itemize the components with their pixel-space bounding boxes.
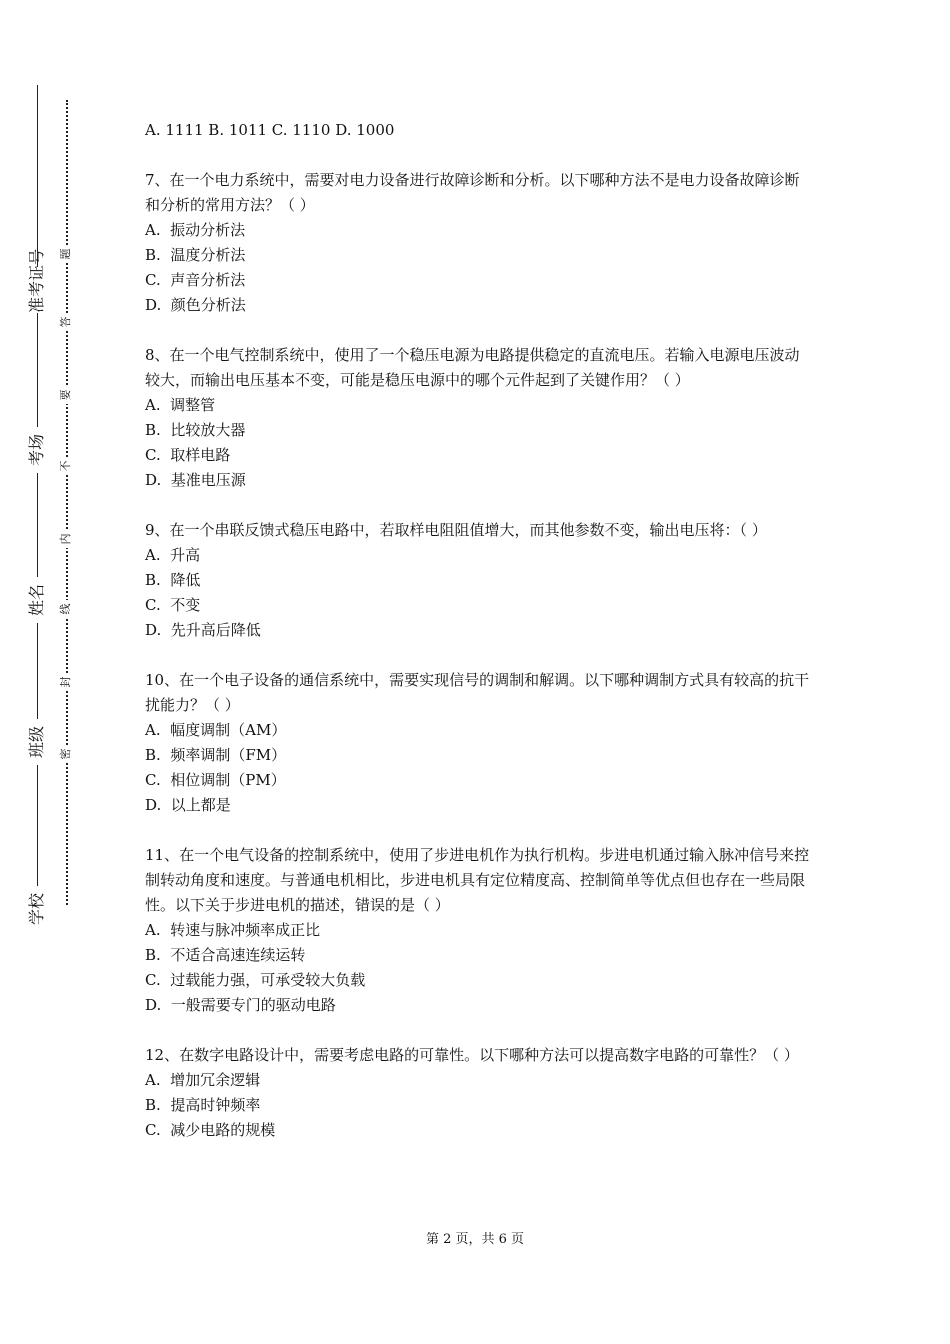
binding-solid-line [37,85,38,920]
option-a: A. 转速与脉冲频率成正比 [145,921,321,939]
page-footer: 第 2 页，共 6 页 [425,1232,525,1247]
exam-room-label: 考场 [25,427,49,473]
option-b: B. 提高时钟频率 [145,1096,261,1114]
option-c: C. 取样电路 [145,446,231,464]
binding-dotted-line [66,100,68,905]
question-6-options: A. 1111 B. 1011 C. 1110 D. 1000 [145,121,395,139]
school-label: 学校 [25,886,49,932]
option-d: D. 颜色分析法 [145,296,246,314]
question-stem: 7、在一个电力系统中，需要对电力设备进行故障诊断和分析。以下哪种方法不是电力设备故障诊断和分析的常用方法？（ ） [145,171,800,214]
seal-char-da: 答 [57,313,75,331]
option-a: A. 调整管 [145,396,216,414]
question-stem: 11、在一个电气设备的控制系统中，使用了步进电机作为执行机构。步进电机通过输入脉冲信号来控制转动角度和速度。与普通电机相比，步进电机具有定位精度高、控制简单等优点但也存在一些局限性。以下关于步进电机的描述，错误的是（ ） [145,846,810,914]
question-stem: 8、在一个电气控制系统中，使用了一个稳压电源为电路提供稳定的直流电压。若输入电源电压波动较大，而输出电压基本不变，可能是稳压电源中的哪个元件起到了关键作用？（ ） [145,346,800,389]
option-a: A. 升高 [145,546,201,564]
option-b: B. 温度分析法 [145,246,246,264]
seal-char-ti: 题 [57,245,75,263]
class-label: 班级 [25,719,49,765]
question-stem: 10、在一个电子设备的通信系统中，需要实现信号的调制和解调。以下哪种调制方式具有较高的抗干扰能力？（ ） [145,671,810,714]
question-12 [145,1043,810,1143]
binding-margin [0,0,90,1344]
option-d: D. 以上都是 [145,796,231,814]
option-b: B. 比较放大器 [145,421,246,439]
seal-char-bu: 不 [57,457,75,475]
question-7 [145,168,810,318]
question-11 [145,843,810,1018]
question-stem: 9、在一个串联反馈式稳压电路中，若取样电阻阻值增大，而其他参数不变，输出电压将：（ ） [145,521,767,539]
option-b: B. 降低 [145,571,201,589]
seal-char-nei: 内 [57,530,75,548]
option-c: C. 声音分析法 [145,271,246,289]
exam-number-label: 准考证号 [25,267,49,313]
question-content [145,118,810,1143]
option-d: D. 基准电压源 [145,471,246,489]
seal-char-yao: 要 [57,386,75,404]
name-label: 姓名 [25,577,49,623]
option-c: C. 不变 [145,596,201,614]
option-a: A. 振动分析法 [145,221,246,239]
option-a: A. 增加冗余逻辑 [145,1071,261,1089]
question-10 [145,668,810,818]
question-stem: 12、在数字电路设计中，需要考虑电路的可靠性。以下哪种方法可以提高数字电路的可靠性？（ ） [145,1046,799,1064]
seal-char-xian: 线 [57,600,75,618]
option-c: C. 相位调制（PM） [145,771,286,789]
option-b: B. 频率调制（FM） [145,746,287,764]
option-b: B. 不适合高速连续运转 [145,946,306,964]
seal-char-feng: 封 [57,673,75,691]
option-c: C. 过载能力强，可承受较大负载 [145,971,366,989]
option-c: C. 减少电路的规模 [145,1121,276,1139]
question-9 [145,518,810,643]
option-d: D. 先升高后降低 [145,621,261,639]
option-d: D. 一般需要专门的驱动电路 [145,996,336,1014]
seal-char-mi: 密 [57,745,75,763]
option-a: A. 幅度调制（AM） [145,721,287,739]
question-8 [145,343,810,493]
question-6-tail [145,118,810,143]
